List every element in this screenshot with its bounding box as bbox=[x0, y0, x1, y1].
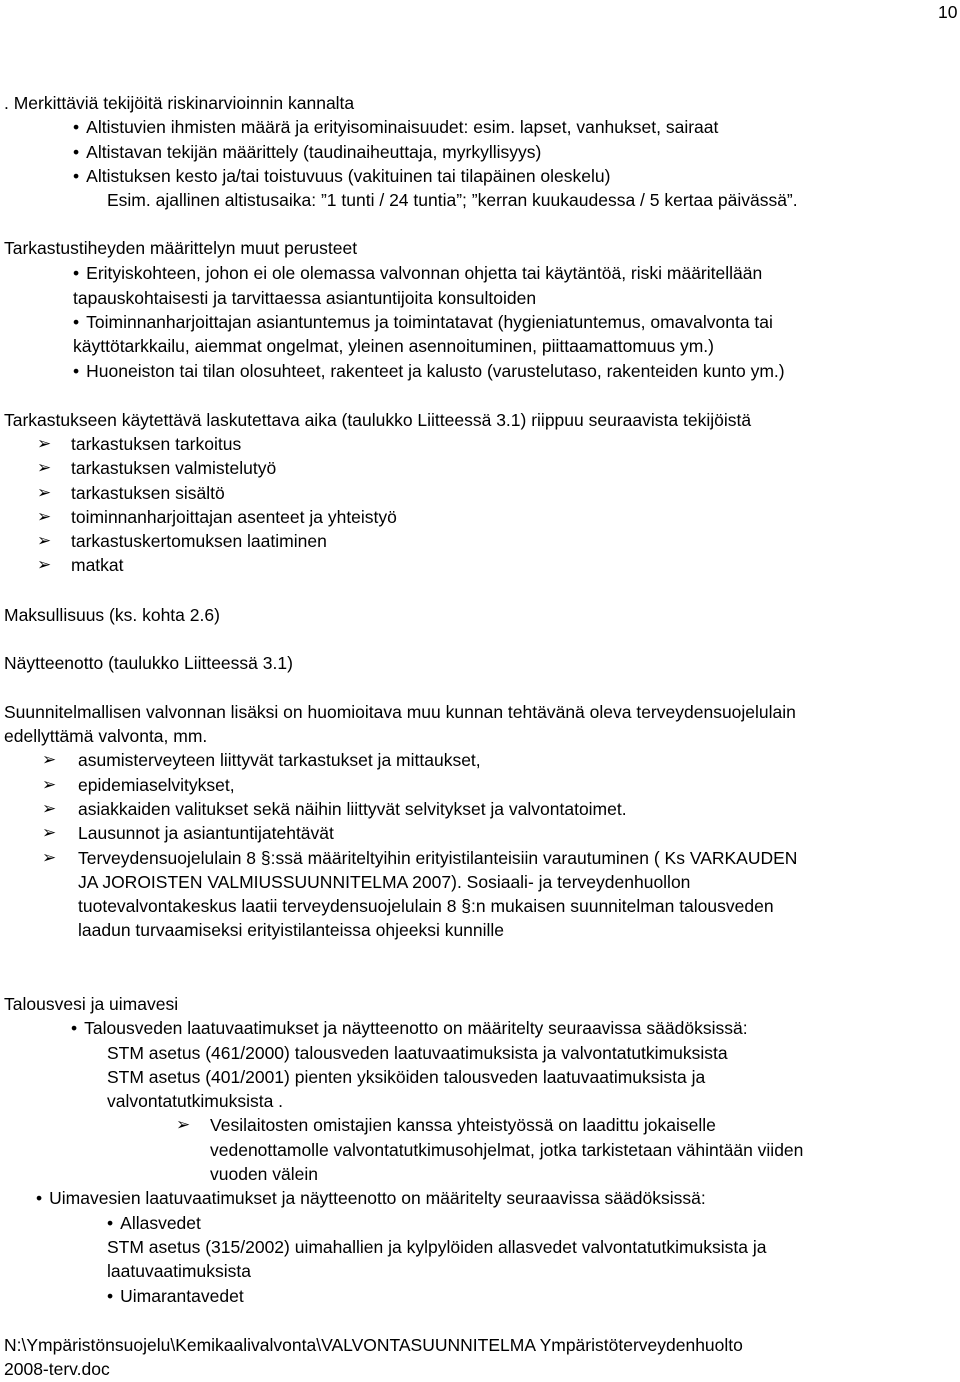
footer-path: N:\Ympäristönsuojelu\Kemikaalivalvonta\VALVONTASUUNNITELMA Ympäristöterveydenhuolto bbox=[4, 1335, 743, 1355]
arrow-bullet-icon: ➢ bbox=[42, 848, 57, 867]
list-item: tarkastuskertomuksen laatiminen bbox=[71, 531, 327, 551]
footer-path: 2008-terv.doc bbox=[4, 1359, 110, 1379]
regulation-text: STM asetus (401/2001) pienten yksiköiden talousveden laatuvaatimuksista ja bbox=[107, 1067, 706, 1087]
paragraph: edellyttämä valvonta, mm. bbox=[4, 726, 208, 746]
regulation-text: valvontatutkimuksista . bbox=[107, 1091, 284, 1111]
list-item: • Altistuvien ihmisten määrä ja erityisominaisuudet: esim. lapset, vanhukset, sairaat bbox=[73, 115, 718, 140]
list-item: epidemiaselvitykset, bbox=[78, 775, 235, 795]
list-item-continuation: käyttötarkkailu, aiemmat ongelmat, yleinen asennoituminen, piittaamattomuus ym.) bbox=[73, 336, 714, 356]
list-item: asiakkaiden valitukset sekä näihin liittyvät selvitykset ja valvontatoimet. bbox=[78, 799, 627, 819]
arrow-bullet-icon: ➢ bbox=[37, 507, 52, 526]
paragraph: Suunnitelmallisen valvonnan lisäksi on huomioitava muu kunnan tehtävänä oleva terveydensuojelulain bbox=[4, 702, 796, 722]
list-item-continuation: vedenottamolle valvontatutkimusohjelmat, jotka tarkistetaan vähintään viiden bbox=[210, 1140, 804, 1160]
list-item: • Altistuksen kesto ja/tai toistuvuus (vakituinen tai tilapäinen oleskelu) bbox=[73, 164, 610, 189]
regulation-text: STM asetus (461/2000) talousveden laatuvaatimuksista ja valvontatutkimuksista bbox=[107, 1043, 728, 1063]
list-item: • Huoneiston tai tilan olosuhteet, rakenteet ja kalusto (varustelutaso, rakenteiden kunto ym.) bbox=[73, 359, 785, 384]
example-text: Esim. ajallinen altistusaika: ”1 tunti / 24 tuntia”; ”kerran kuukaudessa / 5 kertaa päivässä”. bbox=[107, 190, 798, 210]
list-item: asumisterveyteen liittyvät tarkastukset ja mittaukset, bbox=[78, 750, 481, 770]
arrow-bullet-icon: ➢ bbox=[37, 555, 52, 574]
regulation-text: laatuvaatimuksista bbox=[107, 1261, 251, 1281]
list-item: • Altistavan tekijän määrittely (taudinaiheuttaja, myrkyllisyys) bbox=[73, 140, 541, 165]
maksullisuus-text: Maksullisuus (ks. kohta 2.6) bbox=[4, 605, 220, 625]
arrow-bullet-icon: ➢ bbox=[42, 775, 57, 794]
list-item: Terveydensuojelulain 8 §:ssä määriteltyihin erityistilanteisiin varautuminen ( Ks VARKAUDEN bbox=[78, 848, 798, 868]
list-item-continuation: laadun turvaamiseksi erityistilanteissa ohjeeksi kunnille bbox=[78, 920, 505, 940]
regulation-text: STM asetus (315/2002) uimahallien ja kylpylöiden allasvedet valvontatutkimuksista ja bbox=[107, 1237, 767, 1257]
section-heading: Tarkastustiheyden määrittelyn muut perusteet bbox=[4, 238, 358, 258]
arrow-bullet-icon: ➢ bbox=[37, 483, 52, 502]
page-number: 10 bbox=[938, 2, 958, 22]
arrow-bullet-icon: ➢ bbox=[37, 458, 52, 477]
list-item: toiminnanharjoittajan asenteet ja yhteistyö bbox=[71, 507, 397, 527]
arrow-bullet-icon: ➢ bbox=[37, 531, 52, 550]
list-item-continuation: tuotevalvontakeskus laatii terveydensuojelulain 8 §:n mukaisen suunnitelman talousveden bbox=[78, 896, 774, 916]
section-heading: Tarkastukseen käytettävä laskutettava aika (taulukko Liitteessä 3.1) riippuu seuraavista tekijöistä bbox=[4, 410, 752, 430]
list-item: Lausunnot ja asiantuntijatehtävät bbox=[78, 823, 334, 843]
list-item: • Toiminnanharjoittajan asiantuntemus ja toimintatavat (hygieniatuntemus, omavalvonta tai bbox=[73, 310, 773, 335]
arrow-bullet-icon: ➢ bbox=[42, 799, 57, 818]
arrow-bullet-icon: ➢ bbox=[176, 1115, 191, 1134]
list-item: matkat bbox=[71, 555, 124, 575]
naytteenotto-text: Näytteenotto (taulukko Liitteessä 3.1) bbox=[4, 653, 293, 673]
list-item-continuation: JA JOROISTEN VALMIUSSUUNNITELMA 2007). Sosiaali- ja terveydenhuollon bbox=[78, 872, 691, 892]
arrow-bullet-icon: ➢ bbox=[37, 434, 52, 453]
arrow-bullet-icon: ➢ bbox=[42, 750, 57, 769]
list-item: • Erityiskohteen, johon ei ole olemassa valvonnan ohjetta tai käytäntöä, riski määritellään bbox=[73, 261, 762, 286]
list-item-continuation: vuoden välein bbox=[210, 1164, 318, 1184]
arrow-bullet-icon: ➢ bbox=[42, 823, 57, 842]
section-heading: Talousvesi ja uimavesi bbox=[4, 994, 179, 1014]
list-item: • Uimavesien laatuvaatimukset ja näytteenotto on määritelty seuraavissa säädöksissä: bbox=[36, 1186, 706, 1211]
list-item: • Talousveden laatuvaatimukset ja näytteenotto on määritelty seuraavissa säädöksissä: bbox=[71, 1016, 748, 1041]
section-heading: . Merkittäviä tekijöitä riskinarvioinnin kannalta bbox=[4, 93, 355, 113]
list-item: • Uimarantavedet bbox=[107, 1284, 244, 1309]
list-item: tarkastuksen valmistelutyö bbox=[71, 458, 277, 478]
list-item-continuation: tapauskohtaisesti ja tarvittaessa asiantuntijoita konsultoiden bbox=[73, 288, 537, 308]
list-item: Vesilaitosten omistajien kanssa yhteistyössä on laadittu jokaiselle bbox=[210, 1115, 716, 1135]
list-item: tarkastuksen tarkoitus bbox=[71, 434, 242, 454]
list-item: tarkastuksen sisältö bbox=[71, 483, 225, 503]
list-item: • Allasvedet bbox=[107, 1211, 201, 1236]
